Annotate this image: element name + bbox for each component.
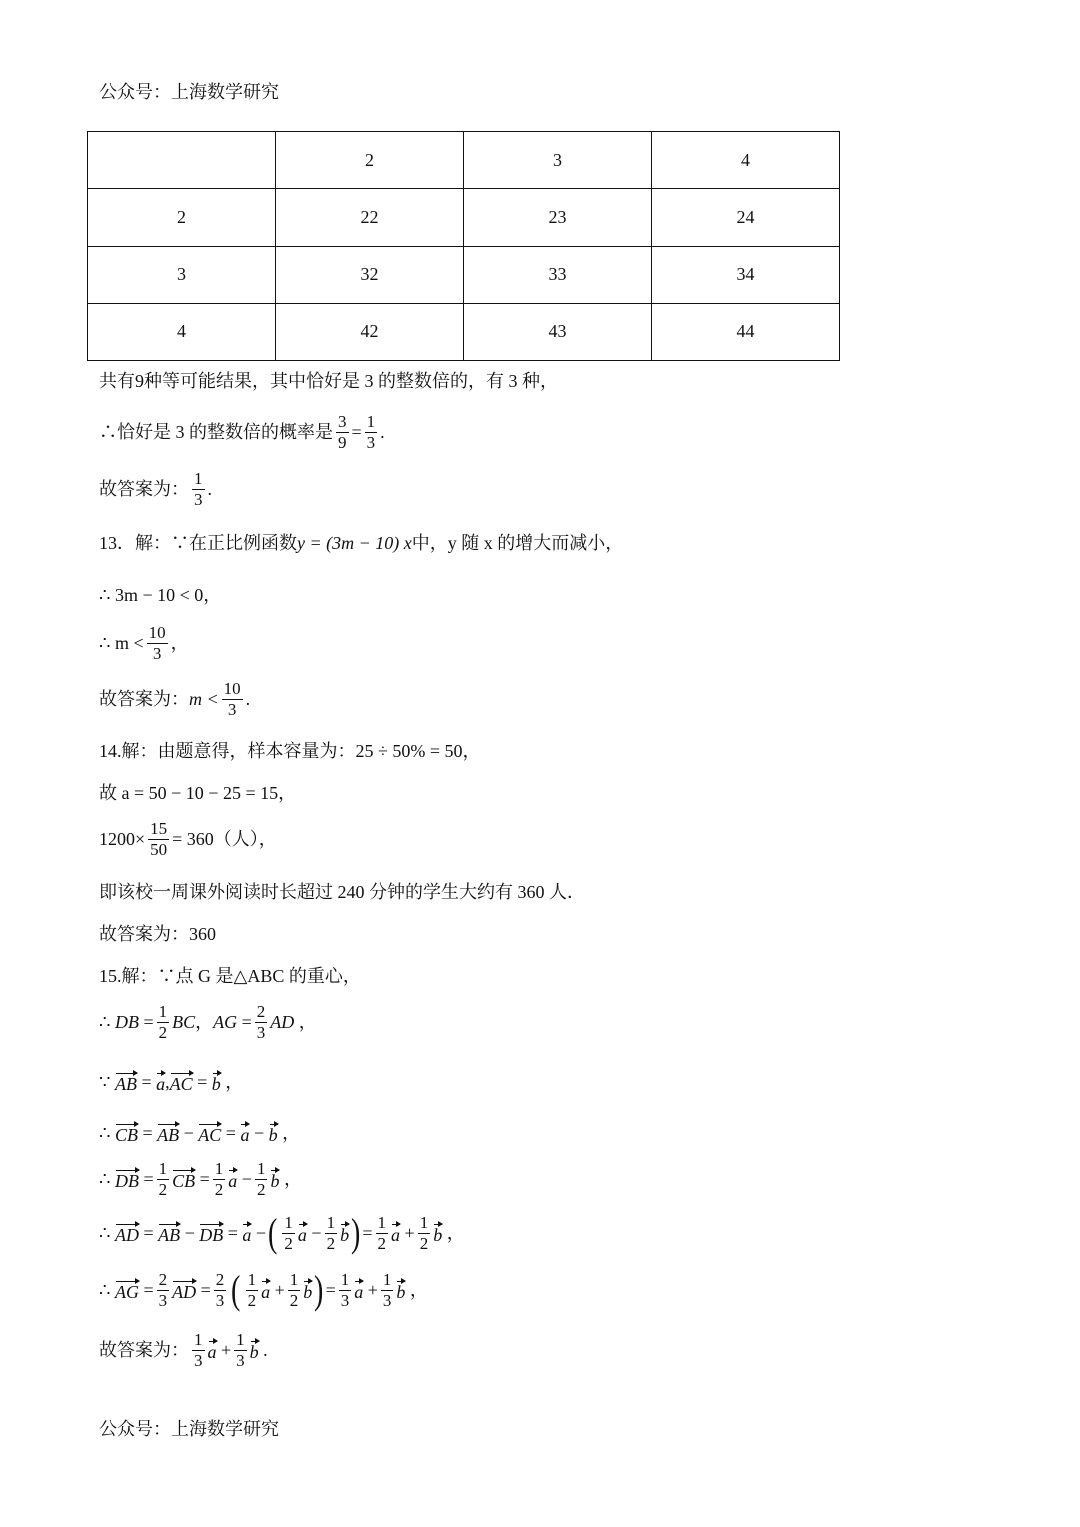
fraction: $\frac{10}{3}$ [148, 623, 166, 663]
q13-answer-line: 故答案为： m < $\frac{10}{3}$ . [99, 679, 251, 719]
q14-answer-line: 故答案为：360 [99, 924, 216, 944]
table-cell: 2 [88, 189, 276, 246]
q13-result-line: ∴ m < $\frac{10}{3}$ ， [99, 623, 189, 663]
table-cell: 3 [464, 132, 652, 189]
q15-step-5: ∴ AD = AB − DB = a − ( $\frac{1}{2}$ a − $\frac{1}{2}$ b ) = $\frac{1}{2}$ a + $\frac{1}{2}$ b ， [99, 1210, 465, 1255]
table-cell: 3 [88, 246, 276, 303]
q13-intro-line: 13．解：∵在正比例函数 y = (3m − 10) x 中， y 随 x 的增大而减小， [99, 533, 624, 553]
table-cell [88, 132, 276, 189]
table-cell: 32 [276, 246, 464, 303]
table-row [88, 189, 840, 246]
table-cell: 23 [464, 189, 652, 246]
table-cell: 42 [276, 303, 464, 360]
q15-step-1: ∴ DB = $\frac{1}{2}$ BC ， AG = $\frac{2}{3}$ AD ， [99, 1002, 317, 1042]
number-table [87, 131, 840, 361]
table-cell: 34 [652, 246, 840, 303]
q13-function: y = (3m − 10) x [297, 533, 412, 553]
q15-step-4: ∴ DB = $\frac{1}{2}$ CB = $\frac{1}{2}$ a − $\frac{1}{2}$ b ， [99, 1159, 302, 1199]
table-header-row [88, 132, 840, 189]
q15-answer-line: 故答案为： $\frac{1}{3}$ a + $\frac{1}{3}$ b . [99, 1330, 268, 1370]
table-cell: 22 [276, 189, 464, 246]
q15-step-3: ∴ CB = AB − AC = a − b ， [99, 1123, 301, 1145]
q14-line-3: 1200× $\frac{15}{50}$ = 360（人）， [99, 819, 277, 859]
page-header-source: 公众号：上海数学研究 [99, 82, 279, 102]
q15-step-6: ∴ AG = $\frac{2}{3}$ AD = $\frac{2}{3}$ ( $\frac{1}{2}$ a + $\frac{1}{2}$ b ) = $\frac{1}{3}$ a + $\frac{1}{3}$ b ， [99, 1267, 428, 1312]
fraction: $\frac{1}{3}$ [366, 412, 376, 452]
q12-answer-line: 故答案为： $\frac{1}{3}$ . [99, 469, 212, 509]
table-cell: 4 [88, 303, 276, 360]
table-row [88, 303, 840, 360]
table-cell: 43 [464, 303, 652, 360]
q15-intro-line: 15.解：∵点 G 是△ABC 的重心， [99, 966, 361, 986]
q12-probability-line: ∴恰好是 3 的整数倍的概率是 $\frac{3}{9}$ = $\frac{1}{3}$ . [99, 412, 385, 452]
table-row [88, 246, 840, 303]
table-cell: 4 [652, 132, 840, 189]
table-cell: 33 [464, 246, 652, 303]
table-cell: 2 [276, 132, 464, 189]
q14-line-1: 14.解：由题意得，样本容量为： 25 ÷ 50% = 50， [99, 741, 481, 761]
fraction: $\frac{10}{3}$ [223, 679, 241, 719]
fraction: $\frac{15}{50}$ [150, 819, 168, 859]
q14-line-4: 即该校一周课外阅读时长超过 240 分钟的学生大约有 360 人． [99, 882, 585, 902]
q12-result-line: 共有9种等可能结果，其中恰好是 3 的整数倍的，有 3 种， [99, 371, 558, 391]
table-cell: 24 [652, 189, 840, 246]
q15-step-2: ∵ AB = a , AC = b ， [99, 1072, 244, 1094]
q13-inequality-line: ∴ 3m − 10 < 0， [99, 585, 222, 605]
page-footer-source: 公众号：上海数学研究 [99, 1419, 279, 1439]
fraction: $\frac{1}{3}$ [194, 469, 203, 509]
q14-line-2: 故 a = 50 − 10 − 25 = 15， [99, 783, 297, 803]
fraction: $\frac{3}{9}$ [338, 412, 347, 452]
table-cell: 44 [652, 303, 840, 360]
